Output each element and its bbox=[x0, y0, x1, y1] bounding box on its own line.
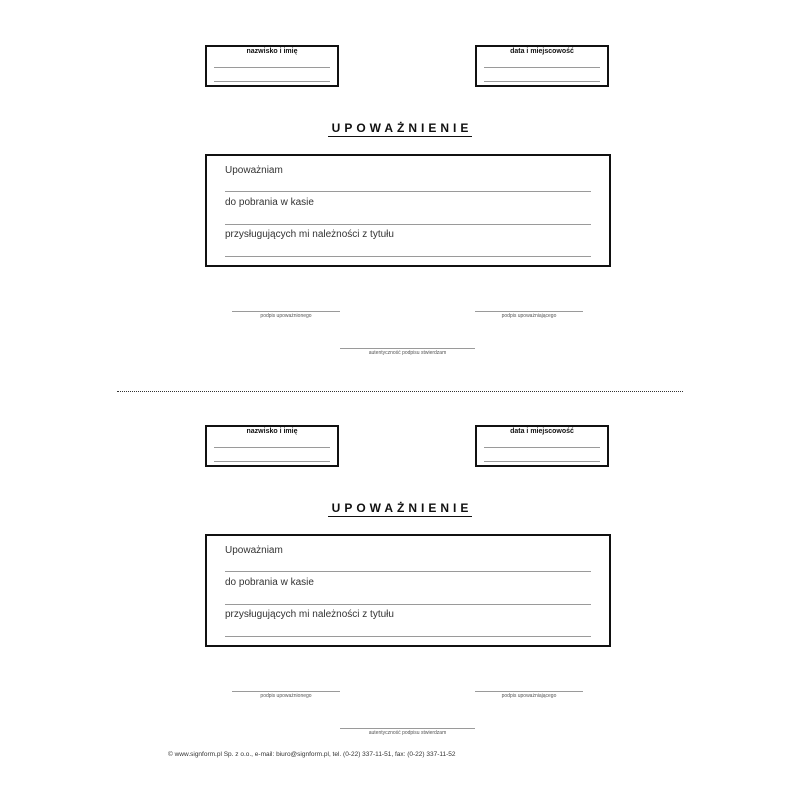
entitlement-fill-line bbox=[225, 256, 591, 257]
row-authorize-label: Upoważniam bbox=[225, 545, 283, 556]
authorization-form-bottom bbox=[0, 380, 800, 760]
signature-line bbox=[340, 728, 475, 729]
name-box bbox=[205, 425, 339, 467]
authorize-fill-line bbox=[225, 571, 591, 572]
name-box bbox=[205, 45, 339, 87]
signature-caption: autentyczność podpisu stwierdzam bbox=[368, 350, 447, 356]
date-place-box bbox=[475, 425, 609, 467]
authorization-box bbox=[205, 534, 611, 647]
row-entitlement-label: przysługujących mi należności z tytułu bbox=[225, 609, 394, 620]
row-collect-label: do pobrania w kasie bbox=[225, 577, 314, 588]
signature-caption: podpis upoważnionego bbox=[260, 693, 312, 699]
date-place-box-label: data i miejscowość bbox=[510, 48, 574, 55]
form-title-text: UPOWAŻNIENIE bbox=[328, 121, 473, 137]
name-box-label: nazwisko i imię bbox=[246, 428, 298, 435]
authorization-box bbox=[205, 154, 611, 267]
date-place-box bbox=[475, 45, 609, 87]
name-box-label: nazwisko i imię bbox=[246, 48, 298, 55]
footer-contact: © www.signform.pl Sp. z o.o., e-mail: biuro@signform.pl, tel. (0-22) 337-11-51, fax: (0-22) 337-11-52 bbox=[168, 751, 456, 758]
signature-line bbox=[232, 311, 340, 312]
date-place-line bbox=[484, 447, 600, 448]
collect-fill-line bbox=[225, 224, 591, 225]
signature-caption: podpis upoważnionego bbox=[260, 313, 312, 319]
entitlement-fill-line bbox=[225, 636, 591, 637]
collect-fill-line bbox=[225, 604, 591, 605]
name-line bbox=[214, 447, 330, 448]
row-entitlement-label: przysługujących mi należności z tytułu bbox=[225, 229, 394, 240]
signature-line bbox=[232, 691, 340, 692]
signature-line bbox=[475, 691, 583, 692]
form-title bbox=[0, 121, 800, 135]
form-title bbox=[0, 501, 800, 515]
date-place-line bbox=[484, 67, 600, 68]
authorization-form-top bbox=[0, 0, 800, 380]
name-line bbox=[214, 81, 330, 82]
name-line bbox=[214, 461, 330, 462]
date-place-line bbox=[484, 81, 600, 82]
signature-line bbox=[340, 348, 475, 349]
row-authorize-label: Upoważniam bbox=[225, 165, 283, 176]
signature-line bbox=[475, 311, 583, 312]
form-title-text: UPOWAŻNIENIE bbox=[328, 501, 473, 517]
date-place-box-label: data i miejscowość bbox=[510, 428, 574, 435]
authorize-fill-line bbox=[225, 191, 591, 192]
row-collect-label: do pobrania w kasie bbox=[225, 197, 314, 208]
signature-caption: podpis upoważniającego bbox=[501, 313, 557, 319]
name-line bbox=[214, 67, 330, 68]
signature-caption: podpis upoważniającego bbox=[501, 693, 557, 699]
date-place-line bbox=[484, 461, 600, 462]
signature-caption: autentyczność podpisu stwierdzam bbox=[368, 730, 447, 736]
